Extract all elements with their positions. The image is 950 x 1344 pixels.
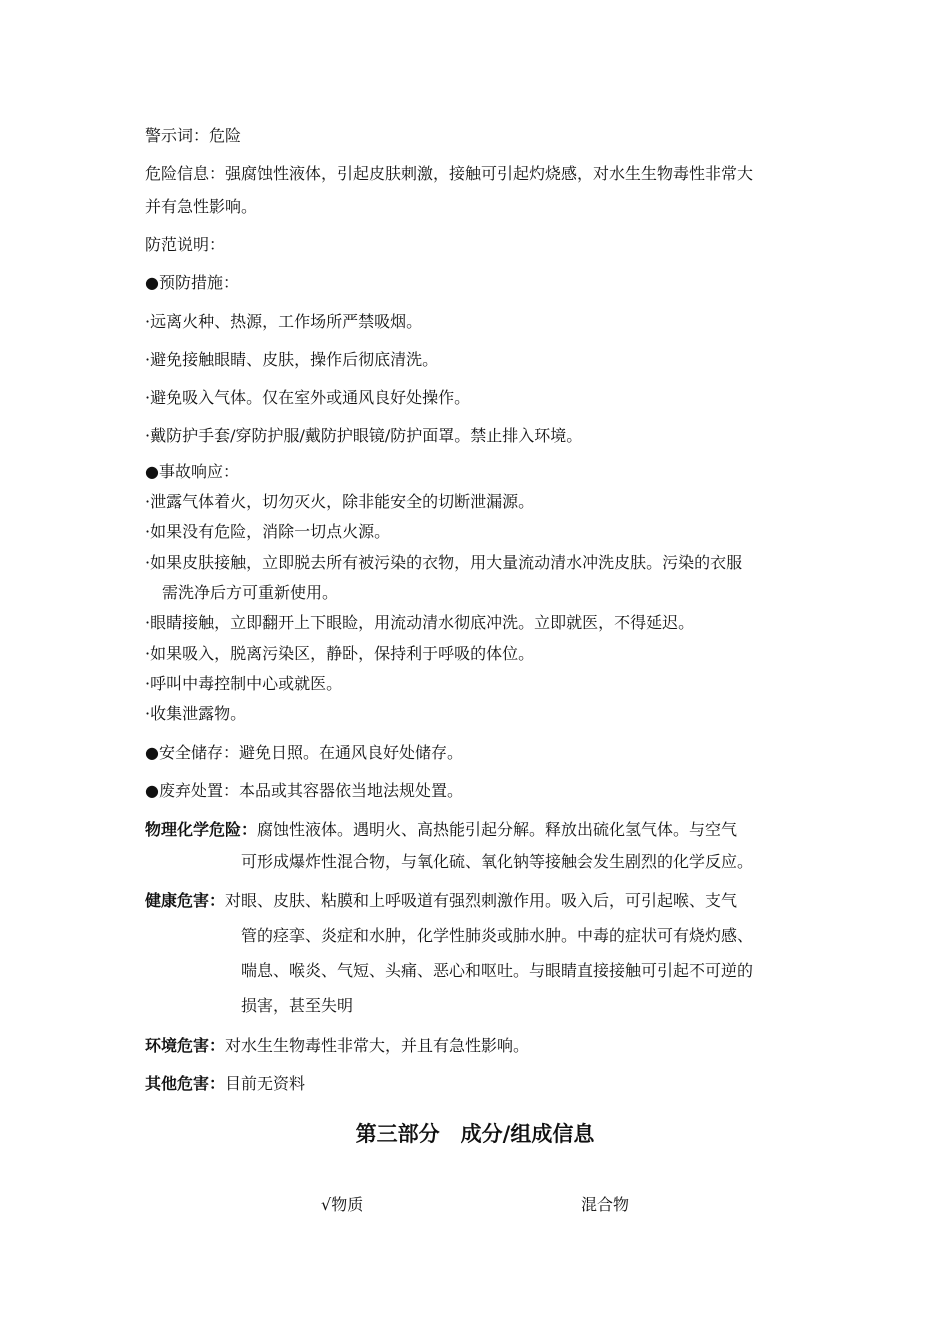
response-item: ·如果皮肤接触，立即脱去所有被污染的衣物，用大量流动清水冲洗皮肤。污染的衣服 <box>145 553 743 572</box>
other-label: 其他危害： <box>145 1074 226 1093</box>
physchem-line1: 腐蚀性液体。遇明火、高热能引起分解。释放出硫化氢气体。与空气 <box>257 820 738 839</box>
environment-label: 环境危害： <box>145 1036 226 1055</box>
health-hazard <box>145 891 737 911</box>
other-text: 目前无资料 <box>225 1074 306 1093</box>
physchem-hazard <box>145 820 737 840</box>
health-line: 管的痉挛、炎症和水肿，化学性肺炎或肺水肿。中毒的症状可有烧灼感、 <box>241 926 754 945</box>
disposal: ●废弃处置：本品或其容器依当地法规处置。 <box>145 781 463 800</box>
section-title: 第三部分 成分/组成信息 <box>355 1122 595 1146</box>
response-item: ·如果吸入，脱离污染区，静卧，保持利于呼吸的体位。 <box>145 644 535 663</box>
other-hazard <box>145 1074 305 1094</box>
response-title: ●事故响应： <box>145 462 239 481</box>
storage: ●安全储存：避免日照。在通风良好处储存。 <box>145 743 463 762</box>
health-line: 喘息、喉炎、气短、头痛、恶心和呕吐。与眼睛直接接触可引起不可逆的 <box>241 961 754 980</box>
health-label: 健康危害： <box>145 891 226 910</box>
option-mixture: 混合物 <box>581 1195 630 1214</box>
health-line: 对眼、皮肤、粘膜和上呼吸道有强烈刺激作用。吸入后，可引起喉、支气 <box>225 891 738 910</box>
prevention-item: ·避免吸入气体。仅在室外或通风良好处操作。 <box>145 388 471 407</box>
response-item: ·泄露气体着火，切勿灭火，除非能安全的切断泄漏源。 <box>145 492 535 511</box>
hazard-info-line1: 危险信息：强腐蚀性液体，引起皮肤刺激，接触可引起灼烧感，对水生生物毒性非常大 <box>145 164 754 183</box>
prevention-item: ·戴防护手套/穿防护服/戴防护眼镜/防护面罩。禁止排入环境。 <box>145 426 583 445</box>
health-line: 损害，甚至失明 <box>241 996 354 1015</box>
physchem-label: 物理化学危险： <box>145 820 258 839</box>
environment-text: 对水生生物毒性非常大，并且有急性影响。 <box>225 1036 530 1055</box>
response-item-continuation: 需洗净后方可重新使用。 <box>162 583 339 602</box>
response-item: ·呼叫中毒控制中心或就医。 <box>145 674 343 693</box>
option-substance: √物质 <box>321 1195 364 1214</box>
response-item: ·眼睛接触，立即翻开上下眼睑，用流动清水彻底冲洗。立即就医，不得延迟。 <box>145 613 695 632</box>
hazard-info-line2: 并有急性影响。 <box>145 197 258 216</box>
environment-hazard <box>145 1036 529 1056</box>
prevention-item: ·避免接触眼睛、皮肤，操作后彻底清洗。 <box>145 350 439 369</box>
precaution-title: 防范说明： <box>145 235 226 254</box>
signal-word: 警示词：危险 <box>145 126 242 145</box>
response-item: ·收集泄露物。 <box>145 704 247 723</box>
prevention-item: ·远离火种、热源，工作场所严禁吸烟。 <box>145 312 423 331</box>
physchem-line2: 可形成爆炸性混合物，与氧化硫、氧化钠等接触会发生剧烈的化学反应。 <box>241 852 754 871</box>
response-item: ·如果没有危险，消除一切点火源。 <box>145 522 391 541</box>
prevention-title: ●预防措施： <box>145 273 239 292</box>
